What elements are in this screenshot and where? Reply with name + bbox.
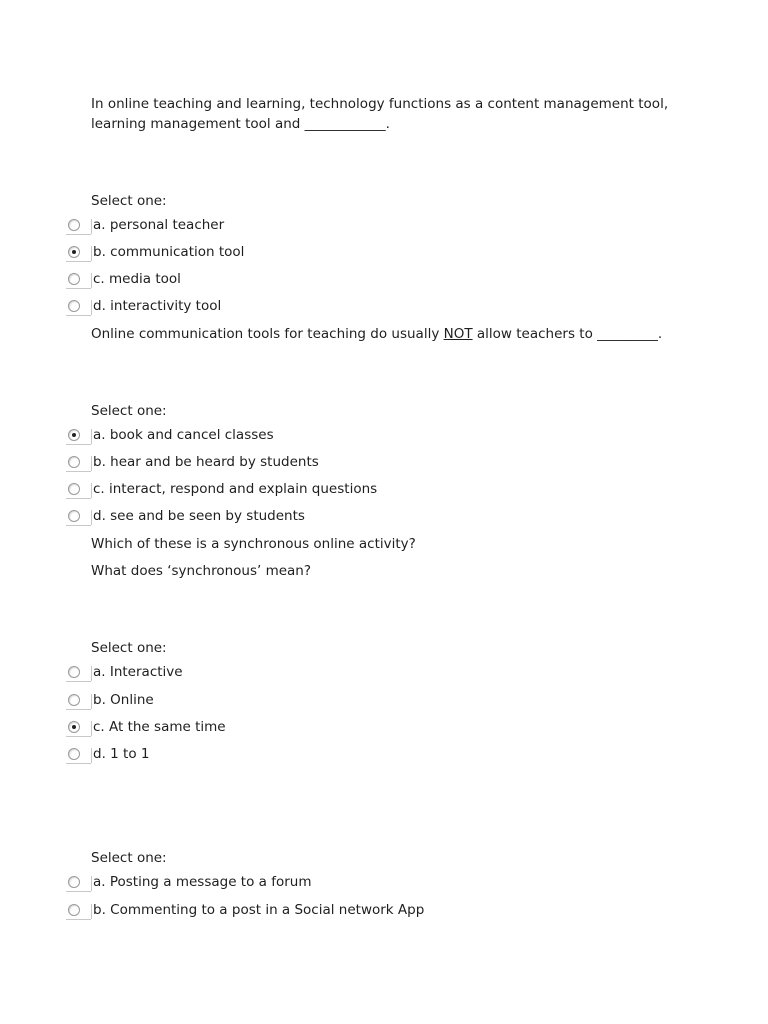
option-label: d. 1 to 1 bbox=[93, 746, 150, 762]
option-label: b. Commenting to a post in a Social network App bbox=[93, 902, 425, 918]
option-label: b. hear and be heard by students bbox=[93, 454, 319, 470]
option-label: a. book and cancel classes bbox=[93, 427, 274, 443]
option-label: b. communication tool bbox=[93, 244, 245, 260]
question-1-option-b[interactable] bbox=[0, 242, 768, 269]
radio-button-selected[interactable] bbox=[68, 429, 80, 441]
option-label: a. personal teacher bbox=[93, 217, 225, 233]
question-3-option-a[interactable] bbox=[0, 662, 768, 689]
radio-button[interactable] bbox=[68, 300, 80, 312]
question-2-option-a[interactable] bbox=[0, 425, 768, 452]
question-2-option-d[interactable] bbox=[0, 506, 768, 533]
question-1-option-a[interactable] bbox=[0, 215, 768, 242]
question-3-option-d[interactable] bbox=[0, 744, 768, 771]
question-3-option-c[interactable] bbox=[0, 717, 768, 744]
question-2-text-before: Online communication tools for teaching do usually bbox=[91, 326, 444, 342]
option-label: a. Posting a message to a forum bbox=[93, 874, 312, 890]
question-1-option-d[interactable] bbox=[0, 296, 768, 323]
radio-button[interactable] bbox=[68, 694, 80, 706]
option-label: b. Online bbox=[93, 692, 154, 708]
question-2-text bbox=[91, 325, 662, 343]
question-3-prompt: Select one: bbox=[91, 640, 167, 656]
radio-button[interactable] bbox=[68, 273, 80, 285]
question-1-text-line2: learning management tool and ____________. bbox=[91, 116, 390, 132]
question-2-text-after: allow teachers to _________. bbox=[472, 326, 663, 342]
question-3-text-line1: Which of these is a synchronous online activity? bbox=[91, 536, 416, 552]
radio-button[interactable] bbox=[68, 219, 80, 231]
radio-button[interactable] bbox=[68, 904, 80, 916]
option-label: d. interactivity tool bbox=[93, 298, 222, 314]
question-4-option-b[interactable] bbox=[0, 900, 768, 927]
question-1-option-c[interactable] bbox=[0, 269, 768, 296]
question-4-option-a[interactable] bbox=[0, 872, 768, 899]
question-3-text-line2: What does ‘synchronous’ mean? bbox=[91, 563, 312, 579]
option-label: a. Interactive bbox=[93, 664, 183, 680]
option-label: c. At the same time bbox=[93, 719, 226, 735]
radio-button[interactable] bbox=[68, 666, 80, 678]
question-1-text-line1: In online teaching and learning, technology functions as a content management tool, bbox=[91, 96, 669, 112]
radio-button-selected[interactable] bbox=[68, 721, 80, 733]
option-label: d. see and be seen by students bbox=[93, 508, 305, 524]
option-label: c. media tool bbox=[93, 271, 181, 287]
radio-button[interactable] bbox=[68, 510, 80, 522]
radio-button[interactable] bbox=[68, 876, 80, 888]
radio-button-selected[interactable] bbox=[68, 246, 80, 258]
question-3-option-b[interactable] bbox=[0, 690, 768, 717]
question-2-prompt: Select one: bbox=[91, 403, 167, 419]
radio-button[interactable] bbox=[68, 483, 80, 495]
question-1-prompt: Select one: bbox=[91, 193, 167, 209]
question-2-text-emphasis: NOT bbox=[443, 326, 473, 342]
radio-button[interactable] bbox=[68, 748, 80, 760]
radio-button[interactable] bbox=[68, 456, 80, 468]
question-4-prompt: Select one: bbox=[91, 850, 167, 866]
question-2-option-c[interactable] bbox=[0, 479, 768, 506]
option-label: c. interact, respond and explain questions bbox=[93, 481, 378, 497]
question-2-option-b[interactable] bbox=[0, 452, 768, 479]
